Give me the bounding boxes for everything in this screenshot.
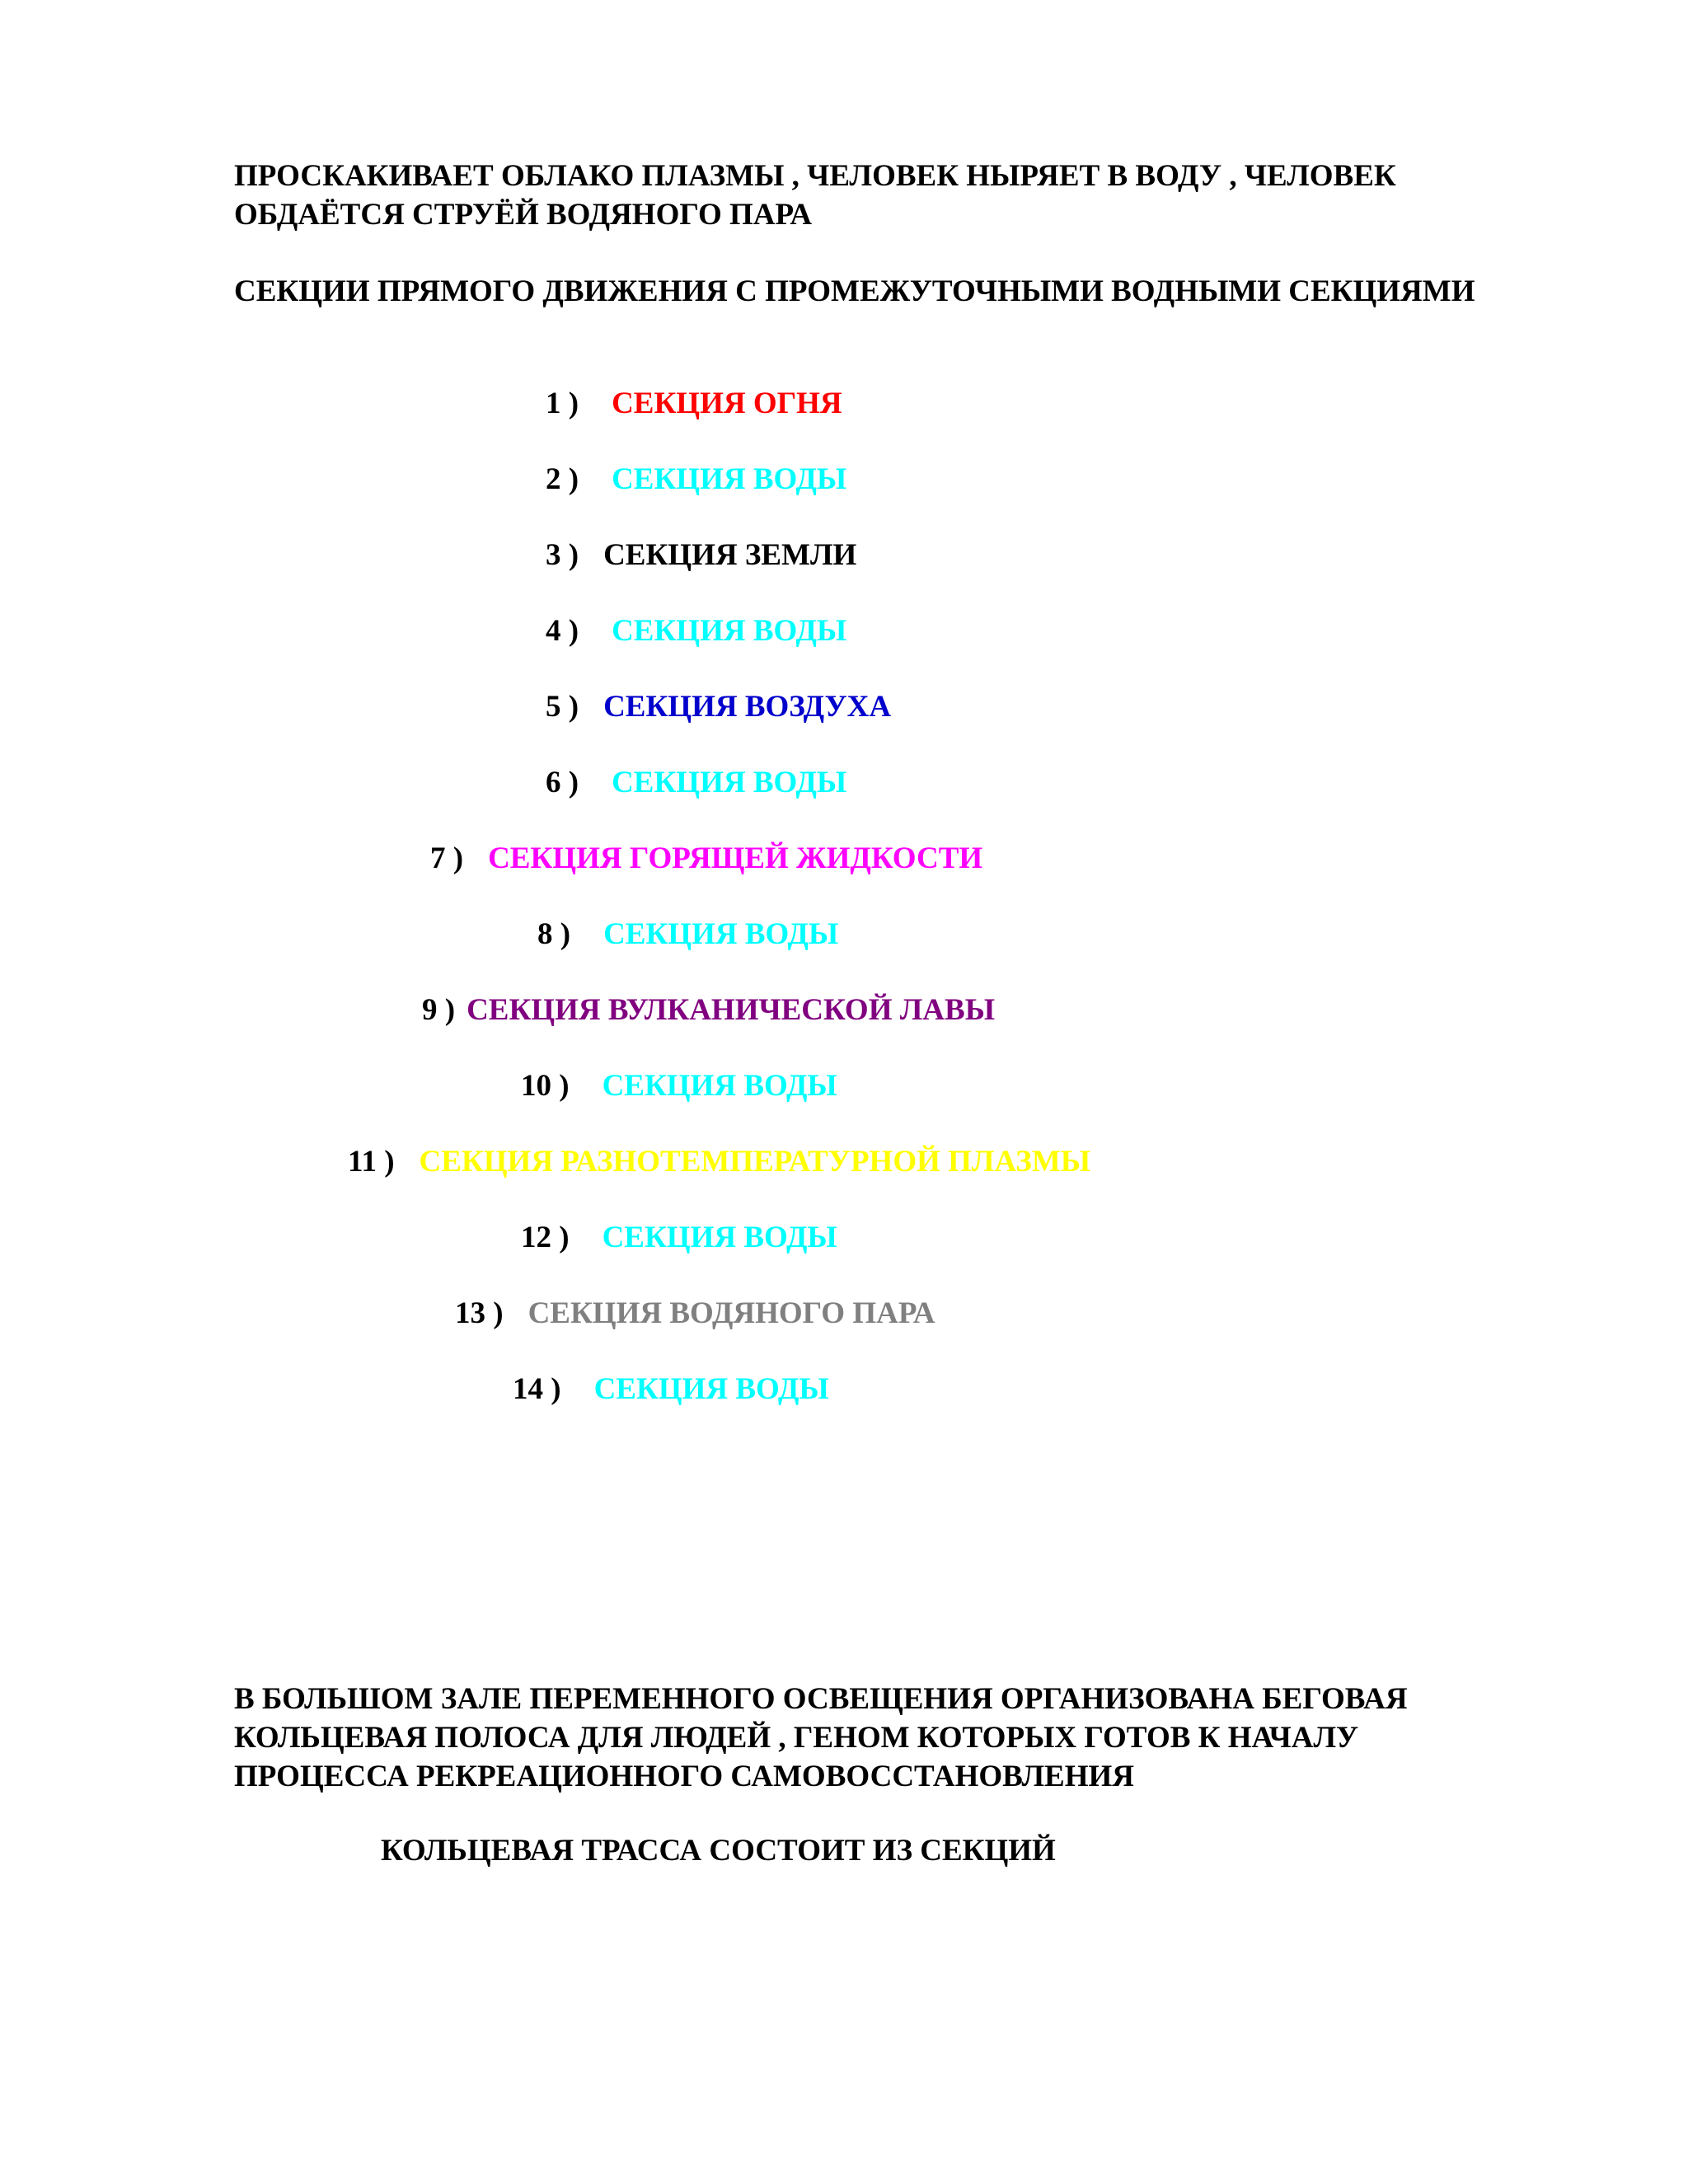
section-item [348, 1142, 1090, 1181]
section-item [521, 1218, 837, 1257]
section-number: 12 ) [521, 1221, 570, 1254]
section-number: 11 ) [348, 1145, 395, 1179]
section-label: СЕКЦИЯ ВОДЫ [602, 1221, 837, 1254]
intro-paragraph: ПРОСКАКИВАЕТ ОБЛАКО ПЛАЗМЫ , ЧЕЛОВЕК НЫРЯЕТ В ВОДУ , ЧЕЛОВЕК ОБДАЁТСЯ СТРУЁЙ ВОДЯНОГО ПАРА [234, 159, 1396, 232]
section-label: СЕКЦИЯ ОГНЯ [612, 387, 842, 420]
section-label: СЕКЦИЯ ВОДЫ [593, 1372, 829, 1406]
section-number: 3 ) [546, 538, 579, 572]
section-item [521, 1066, 837, 1105]
section-item [546, 460, 846, 499]
track-heading: КОЛЬЦЕВАЯ ТРАССА СОСТОИТ ИЗ СЕКЦИЙ [381, 1834, 1056, 1868]
section-label: СЕКЦИЯ ГОРЯЩЕЙ ЖИДКОСТИ [488, 841, 983, 875]
section-number: 1 ) [546, 387, 579, 420]
section-item [546, 763, 846, 802]
section-number: 14 ) [513, 1372, 561, 1406]
section-label: СЕКЦИЯ ВОДЫ [612, 462, 847, 496]
section-label: СЕКЦИЯ ЗЕМЛИ [603, 538, 857, 572]
section-item [546, 384, 842, 423]
sections-heading: СЕКЦИИ ПРЯМОГО ДВИЖЕНИЯ С ПРОМЕЖУТОЧНЫМИ ВОДНЫМИ СЕКЦИЯМИ [234, 274, 1475, 308]
section-number: 5 ) [546, 690, 579, 724]
section-number: 8 ) [537, 917, 571, 951]
section-label: СЕКЦИЯ ВОЗДУХА [603, 690, 892, 724]
section-item [537, 915, 838, 954]
section-label: СЕКЦИЯ ВОДЯНОГО ПАРА [528, 1296, 935, 1330]
section-number: 10 ) [521, 1069, 570, 1103]
section-item [513, 1370, 829, 1408]
section-number: 2 ) [546, 462, 579, 496]
section-item [430, 839, 982, 878]
section-number: 7 ) [430, 841, 464, 875]
section-item [546, 612, 846, 650]
section-item [546, 536, 856, 574]
section-label: СЕКЦИЯ ВОДЫ [612, 614, 847, 648]
section-label: СЕКЦИЯ ВОДЫ [602, 1069, 837, 1103]
section-item [455, 1294, 935, 1333]
section-label: СЕКЦИЯ РАЗНОТЕМПЕРАТУРНОЙ ПЛАЗМЫ [419, 1145, 1091, 1179]
section-label: СЕКЦИЯ ВОДЫ [612, 766, 847, 799]
section-item [546, 687, 891, 726]
section-number: 6 ) [546, 766, 579, 799]
hall-paragraph: В БОЛЬШОМ ЗАЛЕ ПЕРЕМЕННОГО ОСВЕЩЕНИЯ ОРГАНИЗОВАНА БЕГОВАЯ КОЛЬЦЕВАЯ ПОЛОСА ДЛЯ ЛЮДЕЙ , ГЕНОМ КОТОРЫХ ГОТОВ К НАЧАЛУ ПРОЦЕССА РЕКРЕАЦИОННОГО САМОВОССТАНОВЛЕНИЯ [234, 1682, 1408, 1793]
section-number: 4 ) [546, 614, 579, 648]
section-number: 9 ) [422, 993, 456, 1027]
section-number: 13 ) [455, 1296, 504, 1330]
section-label: СЕКЦИЯ ВОДЫ [603, 917, 839, 951]
section-label: СЕКЦИЯ ВУЛКАНИЧЕСКОЙ ЛАВЫ [467, 993, 996, 1027]
section-item [422, 991, 995, 1029]
